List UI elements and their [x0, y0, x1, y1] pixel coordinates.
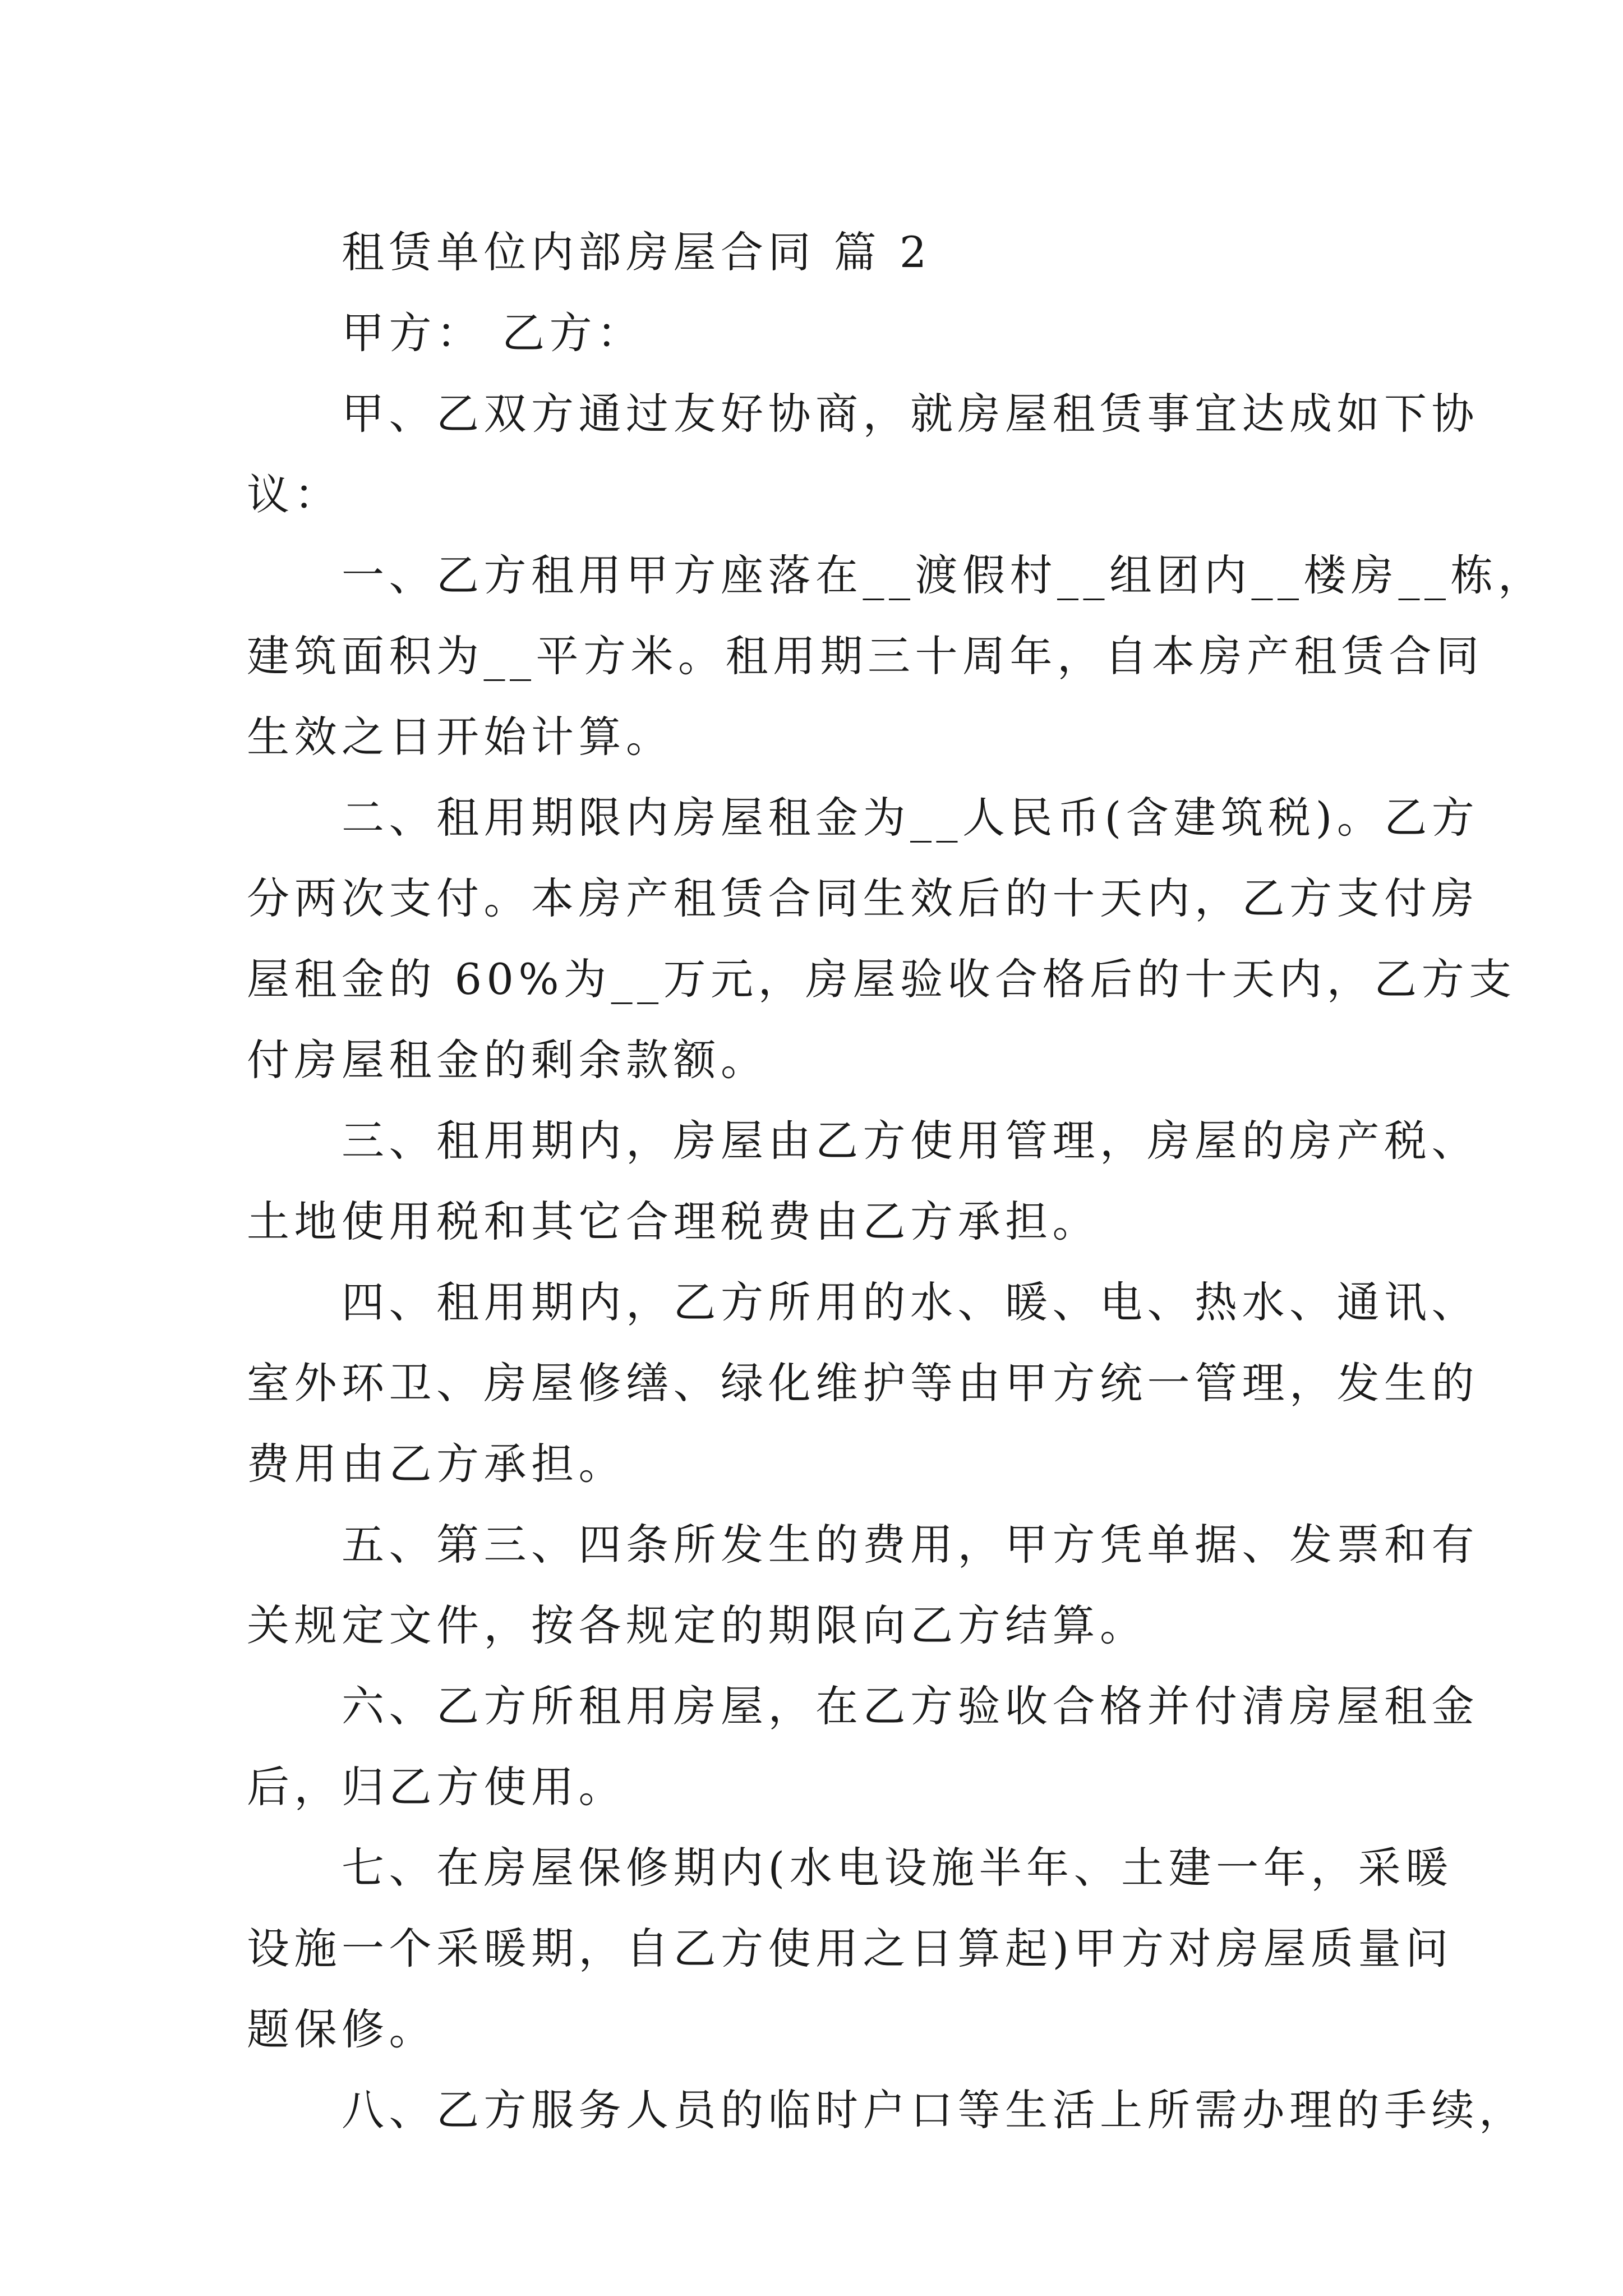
text-line: 六、乙方所租用房屋，在乙方验收合格并付清房屋租金: [247, 1681, 1479, 1731]
text-line: 室外环卫、房屋修缮、绿化维护等由甲方统一管理，发生的: [247, 1358, 1479, 1408]
text-line: 后，归乙方使用。: [247, 1762, 626, 1812]
intro-paragraph: [247, 374, 1479, 535]
text-line: 题保修。: [247, 2004, 436, 2054]
text-line: 四、租用期内，乙方所用的水、暖、电、热水、通讯、: [247, 1277, 1479, 1327]
clause-4-paragraph: [247, 1262, 1479, 1504]
text-line: 八、乙方服务人员的临时户口等生活上所需办理的手续，: [247, 2085, 1527, 2135]
text-line: 七、在房屋保修期内(水电设施半年、土建一年，采暖: [247, 1843, 1453, 1893]
clause-2-paragraph: [247, 777, 1516, 1101]
text-line: 设施一个采暖期，自乙方使用之日算起)甲方对房屋质量问: [247, 1924, 1453, 1973]
text-line: 租赁单位内部房屋合同 篇 2: [247, 227, 932, 277]
text-line: 关规定文件，按各规定的期限向乙方结算。: [247, 1600, 1147, 1650]
document-title: [247, 212, 1391, 293]
text-line: 二、租用期限内房屋租金为__人民币(含建筑税)。乙方: [247, 793, 1479, 843]
text-line: 甲方： 乙方：: [247, 308, 644, 358]
text-line: 五、第三、四条所发生的费用，甲方凭单据、发票和有: [247, 1520, 1479, 1570]
clause-3-paragraph: [247, 1101, 1479, 1262]
text-line: 付房屋租金的剩余款额。: [247, 1035, 768, 1085]
clause-5-paragraph: [247, 1504, 1479, 1666]
text-line: 土地使用税和其它合理税费由乙方承担。: [247, 1197, 1100, 1246]
clause-8-paragraph: [247, 2070, 1527, 2151]
text-line: 生效之日开始计算。: [247, 712, 674, 762]
parties-line: [247, 293, 1391, 374]
clause-6-paragraph: [247, 1666, 1479, 1828]
contract-text: [247, 212, 1546, 2151]
text-line: 议：: [247, 470, 342, 519]
clause-1-paragraph: [247, 535, 1546, 777]
clause-7-paragraph: [247, 1828, 1453, 2070]
text-line: 三、租用期内，房屋由乙方使用管理，房屋的房产税、: [247, 1116, 1479, 1166]
text-line: 屋租金的 60%为__万元，房屋验收合格后的十天内，乙方支: [247, 954, 1516, 1004]
text-line: 建筑面积为__平方米。租用期三十周年，自本房产租赁合同: [247, 631, 1484, 681]
text-line: 费用由乙方承担。: [247, 1439, 626, 1489]
text-line: 一、乙方租用甲方座落在__渡假村__组团内__楼房__栋，: [247, 550, 1546, 600]
text-line: 分两次支付。本房产租赁合同生效后的十天内，乙方支付房: [247, 873, 1479, 923]
text-line: 甲、乙双方通过友好协商，就房屋租赁事宜达成如下协: [247, 389, 1479, 439]
